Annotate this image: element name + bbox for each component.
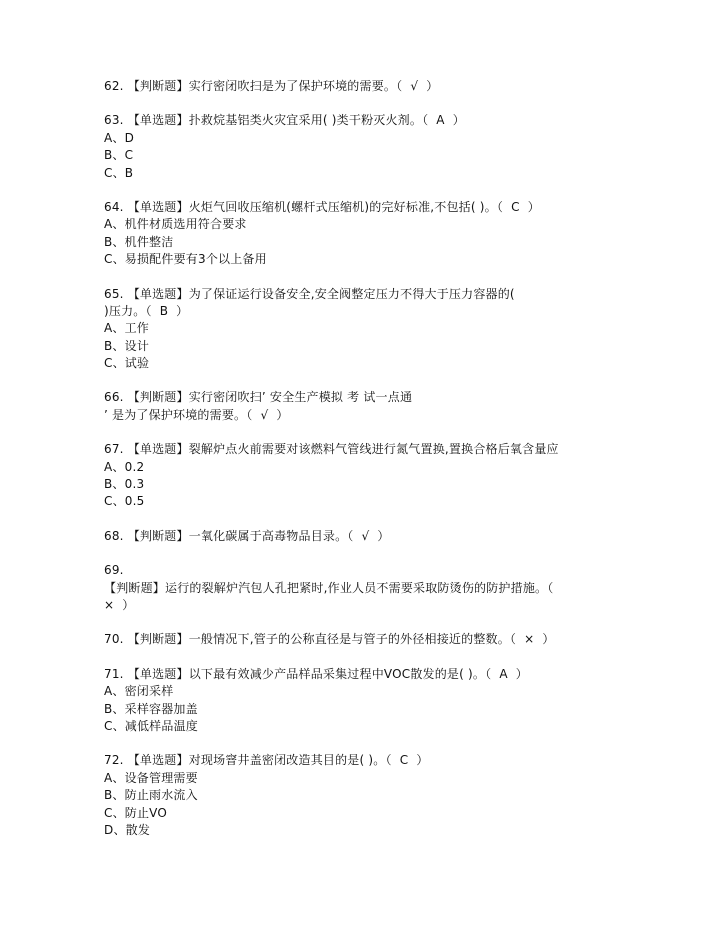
- option-b: B、机件整洁: [104, 234, 174, 249]
- option-b: B、0.3: [104, 477, 145, 492]
- option-a: A、0.2: [104, 459, 145, 474]
- question-text: 72. 【单选题】对现场窨井盖密闭改造其目的是( )。（ C ）: [104, 753, 429, 768]
- option-c: C、0.5: [104, 494, 145, 509]
- question-70: [104, 631, 704, 648]
- question-text-cont: ’ 是为了保护环境的需要。（ √ ）: [104, 407, 289, 422]
- question-72: [104, 752, 704, 839]
- option-c: C、防止VO: [104, 805, 168, 820]
- question-text: 65. 【单选题】为了保证运行设备安全,安全阀整定压力不得大于压力容器的(: [104, 286, 515, 301]
- option-a: A、机件材质选用符合要求: [104, 217, 247, 232]
- option-a: A、D: [104, 130, 135, 145]
- question-71: [104, 666, 704, 736]
- question-text: 70. 【判断题】一般情况下,管子的公称直径是与管子的外径相接近的整数。（ × ）: [104, 632, 555, 647]
- question-text: 67. 【单选题】裂解炉点火前需要对该燃料气管线进行氮气置换,置换合格后氧含量应: [104, 442, 559, 457]
- question-63: [104, 112, 704, 182]
- option-b: B、C: [104, 148, 134, 163]
- question-62: [104, 78, 704, 95]
- question-text: 66. 【判断题】实行密闭吹扫’ 安全生产模拟 考 试一点通: [104, 390, 413, 405]
- question-text: 68. 【判断题】一氧化碳属于高毒物品目录。（ √ ）: [104, 528, 390, 543]
- option-c: C、易损配件要有3个以上备用: [104, 252, 267, 267]
- question-68: [104, 528, 704, 545]
- option-b: B、防止雨水流入: [104, 788, 198, 803]
- option-d: D、散发: [104, 822, 151, 837]
- option-b: B、采样容器加盖: [104, 701, 198, 716]
- question-text: 71. 【单选题】以下最有效减少产品样品采集过程中VOC散发的是( )。（ A ）: [104, 666, 528, 681]
- question-64: [104, 199, 704, 269]
- question-67: [104, 441, 704, 511]
- option-a: A、设备管理需要: [104, 770, 198, 785]
- question-text-cont: )压力。（ B ）: [104, 303, 189, 318]
- question-66: [104, 389, 704, 424]
- option-c: C、B: [104, 165, 134, 180]
- question-65: [104, 286, 704, 373]
- question-list: [104, 78, 704, 856]
- question-text: 64. 【单选题】火炬气回收压缩机(螺杆式压缩机)的完好标准,不包括( )。（ C ）: [104, 199, 540, 214]
- question-69: [104, 562, 704, 614]
- option-a: A、工作: [104, 321, 150, 336]
- option-b: B、设计: [104, 338, 150, 353]
- question-answer: × ）: [104, 597, 135, 612]
- question-number: 69.: [104, 563, 124, 578]
- option-a: A、密闭采样: [104, 684, 174, 699]
- option-c: C、减低样品温度: [104, 718, 198, 733]
- question-text: 【判断题】运行的裂解炉汽包人孔把紧时,作业人员不需要采取防烫伤的防护措施。（: [104, 580, 554, 595]
- question-text: 62. 【判断题】实行密闭吹扫是为了保护环境的需要。（ √ ）: [104, 79, 439, 93]
- question-text: 63. 【单选题】扑救烷基铝类火灾宜采用( )类干粉灭火剂。（ A ）: [104, 113, 465, 128]
- option-c: C、试验: [104, 356, 150, 371]
